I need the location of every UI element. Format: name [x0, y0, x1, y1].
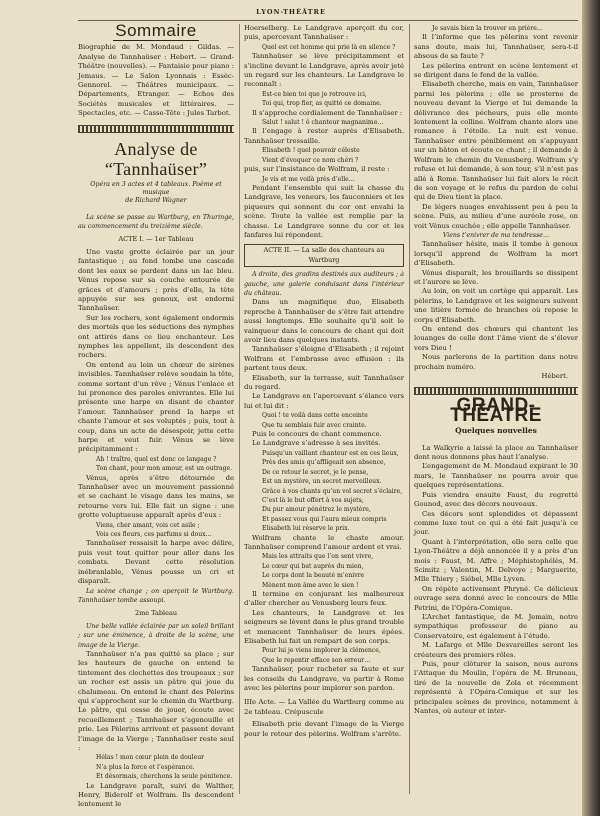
paragraph: Elisabeth prie devant l’image de la Vierge pour le retour des pèlerins. Wolfram s’arrête. — [244, 720, 404, 738]
book-spine — [582, 0, 600, 816]
paragraph: Puis viendra ensuite Faust, du regretté Gounod, avec des décors nouveaux. — [414, 490, 578, 509]
verse-line: Est-ce bien toi que je retrouve ici, — [262, 90, 367, 98]
paragraph: Il s’approche cordialement de Tannhaüser : — [252, 108, 403, 117]
verse-line: Ton chant, pour mon amour, est un outrage. — [96, 465, 233, 473]
verse-line: Vois ces fleurs, ces parfums si doux… — [96, 531, 212, 539]
verse-line: Que le repentir efface son erreur… — [262, 656, 371, 664]
verse-line: Grâce à vos chants qu’un vol secret s’éclaire, — [262, 487, 403, 495]
paragraph: M. Lafarge et Mlle Desvareilles seront les créateurs des premiers rôles. — [414, 641, 578, 659]
verse-line: Elisabeth ! quel pouvoir céleste — [262, 147, 360, 155]
paragraph: Il l’informe que les pèlerins vont revenir sans doute, mais lui, Tannhaüser, sera-t-il absous de sa faute ? — [414, 33, 578, 61]
paragraph: On entend des chœurs qui chantent les louanges de celle dont l’âme vient de s’élever vers Dieu ! — [414, 325, 578, 352]
column-1 — [78, 21, 234, 809]
paragraph: Puis, pour clôturer la saison, nous aurons l’Attaque du Moulin, l’opéra de M. Bruneau, tiré de la nouvelle de Zola et récemment représenté à l’Opéra-Comique et sur les principales scènes de province, notamment à Nantes, où auteur et inter- — [414, 660, 578, 716]
verse-line: Le cœur qui bat auprès du mien, — [262, 562, 364, 570]
verse-line: Quel est cet homme qui prie là en silence ? — [262, 43, 396, 51]
verse-line: Mènent mon âme avec le sien ! — [262, 581, 359, 589]
paragraph: Dans un magnifique duo, Elisabeth reproche à Tannhaüser de s’être fait attendre aussi longtemps. Elle souhaite qu’il soit le vainqueur dans le concours de chant qui doit avoir lieu dans quelques instants. — [244, 298, 404, 344]
act-1-heading: ACTE I. — 1er Tableau — [118, 235, 194, 244]
grand-theatre-subheading: Quelques nouvelles — [455, 426, 537, 436]
grand-theatre-heading: GRAND-THÉATRE — [450, 395, 542, 426]
paragraph: Une vaste grotte éclairée par un jour fantastique ; au fond tombe une cascade dont les eaux se perdent dans un lac bleu. Vénus repose sur sa couche entourée de grâces et d’amours ; près d’elle, la tête appuyée sur ses genoux, est endormi Tannhaüser. — [78, 247, 234, 313]
paragraph: On répète activement Phryné. Ce délicieux ouvrage sera donné avec le concours de Mlle Petrini, de l’Opéra-Comique. — [414, 584, 578, 612]
verse-line: Toi qui, trop fier, as quitté ce domaine. — [262, 100, 382, 108]
paragraph: Le Landgrave en l’apercevant s’élance vers lui et lui dit : — [244, 392, 404, 410]
paragraph: Il termine en conjurant les malheureux d’aller chercher au Venusberg leurs feux. — [244, 589, 404, 608]
verse-line: Le corps dont la beauté m’enivre — [262, 572, 365, 580]
paragraph: La Walkyrie a laissé la place au Tannhaüser dont nous donnons plus haut l’analyse. — [414, 443, 578, 462]
verse-line: Près des amis qu’affligeait son absence, — [262, 459, 386, 467]
paragraph: De légers nuages envahissent peu à peu la scène. Puis, au milieu d’une auréole rose, on voit Vénus couchée ; elle appelle Tannhaüser. — [414, 202, 578, 230]
verse-line: N’a plus la force et l’espérance. — [96, 763, 195, 771]
column-divider — [409, 24, 410, 794]
paragraph: Elisabeth cherche, mais en vain, Tannhaüser parmi les pèlerins ; elle se prosterne de nouveau devant la Vierge et lui demande la délivrance des pécheurs, puis elle monte lentement la colline. Wolfram chante alors une romance à l’étoile. La nuit est venue. Tannhaüser entre péniblement en s’appuyant sur un bâton et écoute ce chant ; il demande à Wolfram le chemin du Venusberg. Wolfram s’y refuse et lui demande, à son tour, s’il n’est pas allé à Rome. Tannhaüser lui fait alors le récit de son voyage et le refus du pardon de celui qui de Dieu tient la place. — [414, 80, 578, 202]
verse-line: Salut ! salut ! ô chanteur magnanime… — [262, 119, 384, 127]
paragraph: Tannhaüser se lève précipitamment et s’incline devant le Landgrave, après avoir jeté un regard sur les chanteurs. Le Landgrave le reconnaît : — [244, 52, 404, 89]
tableau-2-heading: 2me Tableau — [134, 609, 178, 618]
act-2-heading: ACTE II. — La salle des chanteurs au Wartburg — [244, 244, 404, 267]
verse-line: Hélas ! mon cœur plein de douleur — [96, 754, 205, 762]
paragraph: Sur les rochers, sont également endormis des mortels que les séductions des nymphes ont attirés dans ce lieu enchanteur. Les nymphes les appellent, ils descendent des rochers. — [78, 313, 234, 360]
paragraph: L’engagement de M. Mondaud expirant le 30 mars, le Tannhaüser ne pourra avoir que quelques représentations. — [414, 462, 578, 490]
signature: Hébert. — [541, 372, 568, 381]
verse-line: Je vis et me voilà près d’elle… — [262, 175, 355, 183]
verse-line: C’est là le but offert à vos sujets, — [262, 496, 364, 504]
paragraph: Tannhaüser s’éloigne d’Elisabeth ; il rejoint Wolfram et l’embrasse avec effusion : ils partent tous deux. — [244, 345, 404, 373]
paragraph: Le Landgrave paraît, suivi de Walther, Henry, Biderolf et Wolfram. Ils descendent lentement le — [78, 781, 234, 809]
verse-line: Et passez vous qui l’aura mieux compris — [262, 515, 387, 523]
decorative-band — [78, 125, 234, 133]
verse-line: Viens, cher amant, vois cet asile ; — [96, 521, 200, 529]
setting-text: La scène se passe au Wartburg, en Thuringe, au commencement du treizième siècle. — [78, 213, 234, 231]
scene-change-text: La scène change ; on aperçoit le Wartburg. Tannhaüser tombe assoupi. — [78, 587, 234, 604]
paragraph: Quant à l’interprétation, elle sera celle que Lyon-Théâtre a déjà annoncée il y a près d’un mois : Faust, M. Affre ; Méphistophélès, M. Scimitz ; Valentin, M. Delvoye ; Marguerite, Mlle Thiery ; Siébel, Mlle Lyven. — [414, 537, 578, 584]
verse-line: Je savais bien la trouver en prière… — [432, 25, 543, 32]
verse-line: Est un mystère, un secret merveilleux. — [262, 478, 382, 486]
paragraph: Tannhaüser, pour racheter sa faute et sur les conseils du Landgrave, va partir à Rome avec les pèlerins pour implorer son pardon. — [244, 665, 404, 693]
paragraph: Vénus disparaît, les brouillards se dissipent et l’aurore se lève. — [414, 268, 578, 286]
verse-line: Vient d’évoquer ce nom chéri ? — [262, 156, 359, 164]
paragraph: Les chanteurs, le Landgrave et les seigneurs se lèvent dans le plus grand trouble et menacent Tannhaüser de leurs épées. Elisabeth lui fait un rempart de son corps. — [244, 608, 404, 645]
paragraph: Nous parlerons de la partition dans notre prochain numéro. — [414, 353, 578, 371]
verse-line: Du pur amour pénétrez le mystère, — [262, 506, 371, 514]
verse-line: Et désormais, cherchons la seule pénitence. — [96, 773, 233, 781]
paragraph: Tannhaüser ressaisit la harpe avec délire, puis veut tout quitter pour aller dans les combats. Devant cette résolution inébranlable, Vénus pousse un cri et disparaît. — [78, 539, 234, 586]
paragraph: Il l’engage à rester auprès d’Elisabeth. Tannhaüser tressaille. — [244, 127, 404, 145]
verse-line: Mais les attraits que l’on sent vivre, — [262, 553, 374, 561]
verse-line: Viens t’enivrer de ma tendresse… — [442, 231, 550, 239]
act-3-heading: IIIe Acte. — La Vallée du Wartburg comme au 2e tableau. Crépuscule — [244, 698, 404, 716]
paragraph: Vénus, après s’être détournée de Tannhaüser avec un mouvement passionné et se cachant le visage dans les mains, se retourne vers lui. Elle fait un signe : une grotte voluptueuse apparaît après d’eux : — [78, 473, 234, 520]
paragraph: Elisabeth, sur la terrasse, suit Tannhaüser du regard. — [244, 373, 404, 392]
paragraph: puis, sur l’insistance de Wolfram, il reste : — [244, 165, 390, 174]
column-2 — [244, 24, 404, 794]
verse-line: Pour lui je viens implorer la clémence, — [262, 647, 381, 655]
decorative-band — [414, 387, 578, 395]
column-3 — [414, 24, 578, 794]
paragraph: Tannhaüser hésite, mais il tombe à genoux lorsqu’il apprend de Wolfram la mort d’Elisabeth. — [414, 240, 578, 268]
paragraph: Les pèlerins entrent en scène lentement et se dirigent dans le fond de la vallée. — [414, 61, 578, 80]
paragraph: Wolfram chante le chaste amour. Tannhaüser comprend l’amour ardent et vrai. — [244, 533, 404, 551]
paragraph: Ces décors sont splendides et dépassent comme luxe tout ce qui a été fait jusqu’à ce jour. — [414, 509, 578, 537]
verse-line: Que tu semblais fuir avec crainte. — [262, 421, 367, 429]
tableau-2-setting: Une belle vallée éclairée par un soleil brillant ; sur une éminence, à droite de la scène, une image de la Vierge. — [78, 622, 234, 649]
running-head: LYON-THÉÂTRE — [256, 8, 326, 16]
verse-line: Elisabeth lui réserve le prix. — [262, 525, 350, 533]
paragraph: On entend au loin un chœur de sirènes invisibles. Tannhaüser relève soudain la tête, comme sortant d’un rêve ; Vénus l’enlace et lui prononce des paroles enivrantes. Elle lui présente une harpe en disant de chanter l’amour. Tannhaüser prend la harpe et chante l’amour et ses voluptés ; puis, tout à coup, dans un acte de désespoir, jette cette harpe et veut fuir. Vénus se lève précipitamment : — [78, 360, 234, 454]
paragraph: Hoerselberg. Le Landgrave aperçoit du cor, puis, apercevant Tannhaüser : — [244, 24, 404, 42]
verse-line: Ah ! traître, quel est donc ce langage ? — [96, 455, 217, 463]
analyse-heading: Analyse de “Tannhaüser” — [104, 138, 208, 179]
analyse-subtitle: Opéra en 3 actes et 4 tableaux. Poème et musique de Richard Wagner — [90, 180, 222, 204]
paragraph: L’Archet fantastique, de M. Jemain, notre sympathique professeur de piano au Conservatoire, est également à l’étude. — [414, 612, 578, 640]
paragraph: Au loin, on voit un cortège qui apparaît. Les pèlerins, le Landgrave et les seigneurs suivent une litière formée de branches où repose le corps d’Elisabeth. — [414, 287, 578, 324]
verse-line: Puisqu’un vaillant chanteur est en ces lieux, — [262, 449, 399, 457]
act-2-setting: A droite, des gradins destinés aux auditeurs ; à gauche, une galerie conduisant dans l’intérieur du château. — [244, 271, 404, 297]
paragraph: Le Landgrave s’adresse à ses invités. — [252, 439, 381, 448]
verse-line: De ce retour le secret, je le pense, — [262, 468, 369, 476]
sommaire-text: Biographie de M. Mondaud : Gildas. — Analyse de Tannhaüser : Hebert. — Grand-Théâtre (nouvelles). — Fantaisie pour piano : Jemaus. — Le Salon Lyonnais : Essèc-Gennorel. — Théâtres municipaux. — Départements, Etranger. — Echos des Sociétés musicales et littéraires. — Spectacles, etc. — Casse-Tête : Jules Tarbot. — [78, 43, 234, 118]
paragraph: Tannhaüser n’a pas quitté sa place ; sur les hauteurs de gauche on entend le tintement des clochettes des troupeaux ; sur un rocher est assis un pâtre qui joue du chalumeau. On entend le chant des Pèlerins qui s’approchent sur le chemin du Wartburg. Le pâtre, qui cesse de jouer, écoute avec recueillement ; Tannhaüser s’agenouille et prie. Les Pèlerins arrivent et passent devant l’image de la Vierge ; Tannhaüser reste seul : — [78, 649, 234, 752]
paragraph: Pendant l’ensemble qui suit la chasse du Landgrave, les veneurs, les fauconniers et les piqueurs qui sonnent du cor ont envahi la scène. Toute la vallée est remplie par la chasse. Le Landgrave sonne du cor et les fanfares lui répondent. — [244, 183, 404, 239]
verse-line: Quoi ! te voilà dans cette enceinte — [262, 412, 368, 420]
paragraph: Puis le concours de chant commence. — [252, 430, 382, 439]
sommaire-heading: Sommaire — [115, 21, 197, 40]
column-divider — [239, 24, 240, 794]
